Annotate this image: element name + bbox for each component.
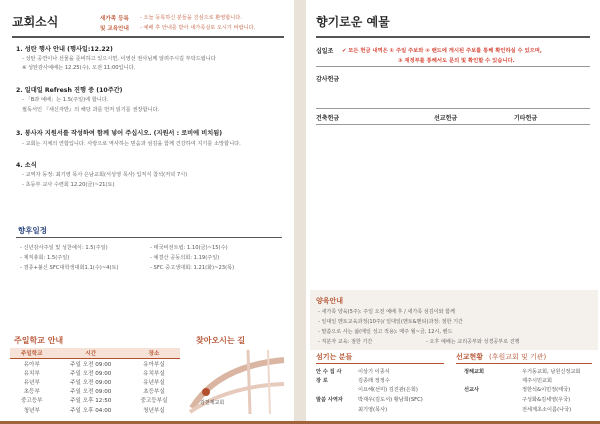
col-header: 주일학교 bbox=[10, 348, 54, 359]
form-line bbox=[316, 66, 590, 67]
mission-names: 우거동교회, 남원신정교회 bbox=[522, 369, 581, 375]
table-row bbox=[10, 368, 180, 377]
form-line bbox=[316, 124, 590, 125]
nurture-line-3: - 말씀으로 사는 삶(매일 성고 적용): 매주 월~금, 12시, 밴드 bbox=[318, 329, 453, 335]
mission-names: 구성화&김세영(우국) bbox=[522, 397, 571, 403]
servants-rule bbox=[316, 363, 444, 364]
tag-register-text: - 오늘 등록하신 분들을 진심으로 환영합니다. bbox=[140, 15, 242, 21]
form-line bbox=[316, 108, 590, 109]
cell: 주일 오전 09:00 bbox=[70, 370, 112, 377]
servants-title: 섬기는 분들 bbox=[316, 353, 353, 361]
location-pin-icon bbox=[202, 388, 210, 396]
schedule-item-5: - 겸종+불신 SFC대학생대회1.1(수)~4(토) bbox=[20, 265, 119, 271]
schedule-title: 향후일정 bbox=[18, 226, 47, 235]
section-4-line-2: - 초등부 교사 수련회 12.20(금)~21(토) bbox=[22, 182, 115, 188]
section-2-head: 2. 일대일 Refresh 진행 중 (10주간) bbox=[16, 87, 123, 94]
cell: 주일 오후 12:50 bbox=[70, 398, 112, 405]
servant-names: 최기영(목사) bbox=[358, 407, 388, 413]
sunday-school-title: 주일학교 안내 bbox=[14, 336, 64, 345]
section-2-line-2: 필독서인 『새신자반』의 해당 과를 먼저 읽기를 권장합니다. bbox=[22, 107, 160, 113]
tithe-label: 십일조 bbox=[316, 48, 334, 55]
cell: 유년부실 bbox=[143, 379, 165, 386]
section-1-line-2: ※ 성탄감사예배는 12.25(수), 오전 11:00입니다. bbox=[22, 65, 136, 71]
offering-rule bbox=[316, 36, 590, 38]
cell: 주일 오전 09:00 bbox=[70, 389, 112, 396]
schedule-item-3: - 제직총회: 1.5(주일) bbox=[20, 255, 70, 261]
offering-title: 향기로운 예물 bbox=[316, 15, 390, 29]
map-place-label: 김천제교회 bbox=[200, 400, 225, 406]
cell: 주일 오전 09:00 bbox=[70, 361, 112, 368]
cell: 청년부실 bbox=[143, 407, 165, 414]
nurture-line-4: - 직분자 교육: 점한 기간 bbox=[318, 339, 373, 345]
cell: 유아부실 bbox=[143, 361, 165, 368]
table-row bbox=[10, 359, 180, 369]
cell: 청년부 bbox=[23, 407, 40, 414]
cell: 초등부실 bbox=[143, 389, 165, 396]
building-label: 건축헌금 bbox=[316, 115, 340, 122]
servant-names: 이요해(선미) 김진관(은희) bbox=[358, 387, 418, 393]
servant-names: 김종래 정정수 bbox=[358, 378, 390, 384]
servant-role: 장 로 bbox=[316, 378, 328, 384]
cell: 유아부 bbox=[23, 361, 40, 368]
mission-kind: 선교사 bbox=[464, 387, 480, 393]
map-diagram bbox=[188, 346, 288, 416]
nurture-line-2: - 일대일 멘토교육과정(10주)/ 일대일(멘토&멘티)과정: 점한 기간 bbox=[318, 319, 463, 325]
tag-education-text: - 예배 후 안내를 받아 새가족실로 오시기 바랍니다. bbox=[140, 25, 256, 31]
mission-names: 정한석&이민정(태국) bbox=[522, 387, 571, 393]
col-header: 시간 bbox=[54, 348, 128, 359]
other-label: 기타헌금 bbox=[514, 115, 538, 122]
mission-kind: 정해교회 bbox=[464, 369, 485, 375]
offering-notice-1: ✔ 모든 헌금 내역은 ① 주일 주보와 ② 밴드에 게시된 주보를 통해 확인하실 수 있으며, bbox=[342, 48, 542, 54]
left-page bbox=[0, 0, 294, 424]
cell: 주일 오후 04:00 bbox=[70, 407, 112, 414]
nurture-line-1: - 새가족 양육(5주): 주일 오전 예배 후 / 새가족 섬김이와 함께 bbox=[318, 309, 455, 315]
nurture-line-5: - 오후 예배는 교리공부와 성경공부로 진행 bbox=[426, 339, 520, 345]
section-3-head: 3. 봉사자 지원서를 작성하여 함께 넣어 주십시오. (지원서 : 로비에 비치됨) bbox=[16, 130, 223, 137]
map-title: 찾아오시는 길 bbox=[196, 336, 246, 345]
gratitude-label: 감사헌금 bbox=[316, 76, 340, 83]
cell: 유치부 bbox=[23, 370, 40, 377]
table-row bbox=[10, 387, 180, 396]
title-rule bbox=[12, 36, 284, 38]
schedule-item-2: - 태국비전트립: 1.10(금)~15(수) bbox=[150, 245, 228, 251]
servant-role: 안 수 집 사 bbox=[316, 369, 342, 375]
section-1-head: 1. 성탄 행사 안내 (행사일:12.22) bbox=[16, 46, 113, 53]
cell: 주일 오전 09:00 bbox=[70, 379, 112, 386]
col-header: 장소 bbox=[128, 348, 180, 359]
right-page bbox=[306, 0, 600, 424]
nurture-title: 양육안내 bbox=[316, 297, 344, 305]
mission-names: 제주시민교회 bbox=[522, 378, 553, 384]
tag-register: 새가족 등록 bbox=[100, 16, 129, 22]
cell: 중고등부실 bbox=[140, 398, 168, 405]
missions-title: 선교현황 bbox=[456, 353, 484, 361]
cell: 중고등부 bbox=[20, 398, 43, 405]
schedule-item-4: - 예결산 공동의회: 1.19(주일) bbox=[150, 255, 220, 261]
offering-notice-2: ③ 재정부를 통해서도 문의 및 확인할 수 있습니다. bbox=[398, 58, 515, 64]
schedule-item-1: - 신년감사주일 및 성찬예식: 1.5(주일) bbox=[20, 245, 108, 251]
section-4-head: 4. 소식 bbox=[16, 162, 37, 169]
schedule-item-6: - SFC 중고생대회: 1.21(화)~23(목) bbox=[150, 265, 235, 271]
table-row bbox=[10, 405, 180, 414]
section-1-line-1: - 성탄 공연이나 선물을 준비하고 있으시면, 이영선 권사님께 알려주시길 부탁드립니다 bbox=[22, 56, 216, 62]
cell: 초등부 bbox=[23, 389, 40, 396]
section-4-line-1: - 교역자 동정: 최기영 목사 은남교회(서성영 목사) 입직식 참석(저녁 7시) bbox=[22, 172, 188, 178]
cell: 유년부 bbox=[23, 379, 40, 386]
missions-subtitle: (후원교회 및 기관) bbox=[489, 353, 547, 361]
mission-names: 전세계초소이름(나국) bbox=[522, 407, 572, 413]
mission-label: 선교헌금 bbox=[434, 115, 458, 122]
table-row bbox=[10, 377, 180, 386]
schedule-rule bbox=[16, 237, 282, 238]
servant-names: 이상기 이종식 bbox=[358, 369, 390, 375]
section-3-line-1: - 교회는 지체의 연합입니다. 사랑으로 역사하는 믿음과 섬김을 함께 건강하여 지기를 소망합니다. bbox=[22, 141, 241, 147]
table-row bbox=[10, 396, 180, 405]
servant-names: 박재우(김도서) 황남희(SFC) bbox=[358, 397, 423, 403]
tag-education: 및 교육안내 bbox=[100, 26, 129, 32]
page-gutter bbox=[294, 0, 306, 424]
section-2-line-1: - 「B과 예배」는 1.5(주일)에 합니다. bbox=[22, 97, 109, 103]
servant-role: 말씀 사역자 bbox=[316, 397, 343, 403]
page-title: 교회소식 bbox=[12, 15, 59, 29]
cell: 유치부실 bbox=[143, 370, 165, 377]
missions-rule bbox=[456, 363, 592, 364]
sunday-school-table bbox=[10, 348, 180, 414]
